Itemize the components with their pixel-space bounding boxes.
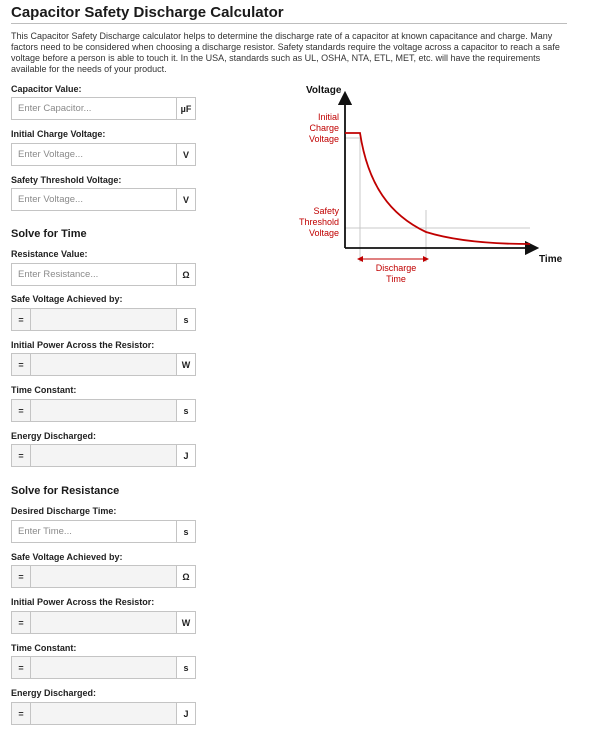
time-initial-power-label: Initial Power Across the Resistor: xyxy=(11,340,155,350)
resistance-unit: Ω xyxy=(176,264,195,285)
res-time-constant-output xyxy=(11,656,196,679)
res-time-constant-label: Time Constant: xyxy=(11,643,77,653)
res-initial-power-output xyxy=(11,611,196,634)
discharge-curve xyxy=(345,133,530,244)
time-initial-power-output xyxy=(11,353,196,376)
equals-sign: = xyxy=(12,354,31,375)
capacitor-field xyxy=(11,97,196,120)
time-constant-label: Time Constant: xyxy=(11,385,77,395)
discharge-diagram xyxy=(290,80,580,290)
initial-label-line1: Initial xyxy=(317,112,339,122)
resistance-field xyxy=(11,263,196,286)
equals-sign: = xyxy=(12,703,31,724)
time-energy-value xyxy=(31,445,176,466)
threshold-label-line1: Safety xyxy=(313,206,339,216)
capacitor-unit: µF xyxy=(176,98,195,119)
solve-resistance-heading: Solve for Resistance xyxy=(11,485,120,497)
discharge-time-input[interactable] xyxy=(12,521,176,542)
res-energy-label: Energy Discharged: xyxy=(11,688,97,698)
res-initial-power-label: Initial Power Across the Resistor: xyxy=(11,597,155,607)
capacitor-input[interactable] xyxy=(12,98,176,119)
capacitor-label: Capacitor Value: xyxy=(11,84,82,94)
equals-sign: = xyxy=(12,612,31,633)
time-constant-output xyxy=(11,399,196,422)
time-safe-voltage-label: Safe Voltage Achieved by: xyxy=(11,294,123,304)
threshold-voltage-input[interactable] xyxy=(12,189,176,210)
res-time-constant-unit: s xyxy=(176,657,195,678)
y-axis-label: Voltage xyxy=(306,85,342,96)
time-safe-voltage-output xyxy=(11,308,196,331)
equals-sign: = xyxy=(12,400,31,421)
discharge-label-line1: Discharge xyxy=(375,263,417,273)
res-safe-voltage-label: Safe Voltage Achieved by: xyxy=(11,552,123,562)
threshold-label-line3: Voltage xyxy=(308,228,339,238)
equals-sign: = xyxy=(12,566,31,587)
initial-voltage-field xyxy=(11,143,196,166)
res-safe-voltage-output xyxy=(11,565,196,588)
discharge-time-unit: s xyxy=(176,521,195,542)
threshold-label-line2: Threshold xyxy=(298,217,339,227)
resistance-input[interactable] xyxy=(12,264,176,285)
intro-paragraph: This Capacitor Safety Discharge calculator helps to determine the discharge rate of a capacitor at known capacitance and charge. Many factors need to be considered when choosing a discharge resistor. Safety standards require the voltage across a capacitor to reach a safe voltage before a person is able to touch it. In the USA, standards such as UL, OSHA, NTA, ETL, MET, etc. will have the requirements available for the needs of your product. xyxy=(11,31,560,74)
x-axis-label: Time xyxy=(539,254,563,265)
threshold-voltage-unit: V xyxy=(176,189,195,210)
time-safe-voltage-value xyxy=(31,309,176,330)
threshold-voltage-field xyxy=(11,188,196,211)
time-energy-unit: J xyxy=(176,445,195,466)
initial-voltage-label: Initial Charge Voltage: xyxy=(11,129,106,139)
time-safe-voltage-unit: s xyxy=(176,309,195,330)
discharge-time-field xyxy=(11,520,196,543)
time-initial-power-unit: W xyxy=(176,354,195,375)
discharge-time-label: Desired Discharge Time: xyxy=(11,506,117,516)
initial-voltage-unit: V xyxy=(176,144,195,165)
time-initial-power-value xyxy=(31,354,176,375)
res-initial-power-value xyxy=(31,612,176,633)
res-initial-power-unit: W xyxy=(176,612,195,633)
initial-voltage-input[interactable] xyxy=(12,144,176,165)
res-energy-output xyxy=(11,702,196,725)
initial-label-line2: Charge xyxy=(309,123,339,133)
discharge-label-line2: Time xyxy=(386,274,406,284)
time-constant-value xyxy=(31,400,176,421)
time-energy-label: Energy Discharged: xyxy=(11,431,97,441)
equals-sign: = xyxy=(12,445,31,466)
res-safe-voltage-value xyxy=(31,566,176,587)
threshold-voltage-label: Safety Threshold Voltage: xyxy=(11,175,122,185)
page-title: Capacitor Safety Discharge Calculator xyxy=(11,4,284,21)
equals-sign: = xyxy=(12,309,31,330)
initial-label-line3: Voltage xyxy=(308,134,339,144)
res-energy-unit: J xyxy=(176,703,195,724)
time-constant-unit: s xyxy=(176,400,195,421)
solve-time-heading: Solve for Time xyxy=(11,228,87,240)
resistance-label: Resistance Value: xyxy=(11,249,88,259)
title-divider xyxy=(11,23,567,24)
equals-sign: = xyxy=(12,657,31,678)
time-energy-output xyxy=(11,444,196,467)
res-safe-voltage-unit: Ω xyxy=(176,566,195,587)
res-energy-value xyxy=(31,703,176,724)
res-time-constant-value xyxy=(31,657,176,678)
